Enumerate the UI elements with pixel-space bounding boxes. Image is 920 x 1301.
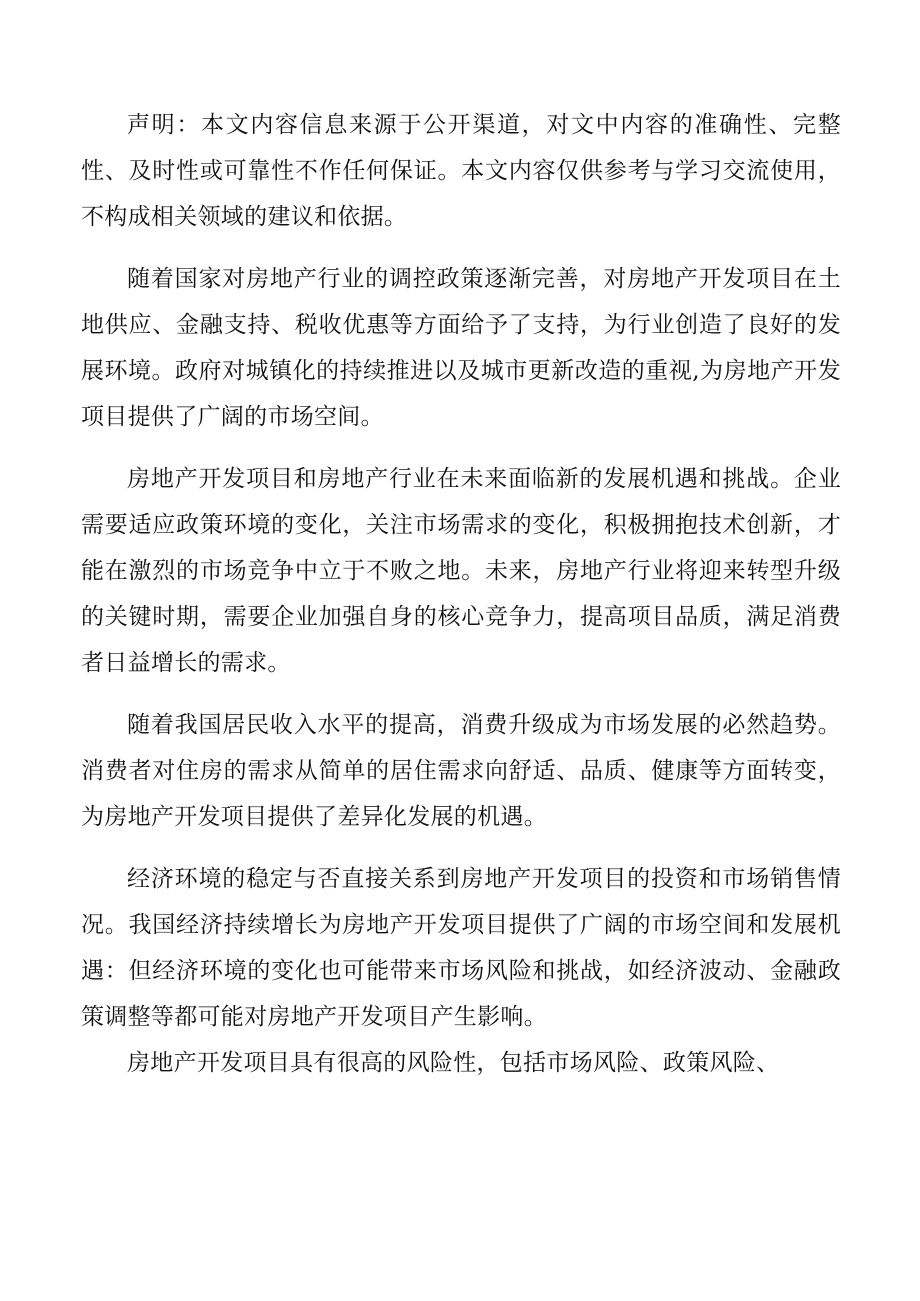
policy-environment-paragraph: 随着国家对房地产行业的调控政策逐渐完善，对房地产开发项目在土地供应、金融支持、税收优惠等方面给予了支持，为行业创造了良好的发展环境。政府对城镇化的持续推进以及城市更新改造的重视,为房地产开发项目提供了广阔的市场空间。 (81, 266, 841, 430)
document-body (81, 102, 841, 1086)
risk-paragraph: 房地产开发项目具有很高的风险性，包括市场风险、政策风险、 (127, 1050, 780, 1076)
disclaimer-paragraph: 声明：本文内容信息来源于公开渠道，对文中内容的准确性、完整性、及时性或可靠性不作任何保证。本文内容仅供参考与学习交流使用，不构成相关领域的建议和依据。 (81, 112, 841, 230)
opportunities-challenges-paragraph: 房地产开发项目和房地产行业在未来面临新的发展机遇和挑战。企业需要适应政策环境的变化，关注市场需求的变化，积极拥抱技术创新，才能在激烈的市场竞争中立于不败之地。未来，房地产行业将迎来转型升级的关键时期，需要企业加强自身的核心竞争力，提高项目品质，满足消费者日益增长的需求。 (81, 466, 841, 676)
consumption-upgrade-paragraph: 随着我国居民收入水平的提高，消费升级成为市场发展的必然趋势。消费者对住房的需求从简单的居住需求向舒适、品质、健康等方面转变，为房地产开发项目提供了差异化发展的机遇。 (81, 712, 841, 830)
economic-environment-paragraph: 经济环境的稳定与否直接关系到房地产开发项目的投资和市场销售情况。我国经济持续增长为房地产开发项目提供了广阔的市场空间和发展机遇：但经济环境的变化也可能带来市场风险和挑战，如经济波动、金融政策调整等都可能对房地产开发项目产生影响。 (81, 866, 841, 1030)
